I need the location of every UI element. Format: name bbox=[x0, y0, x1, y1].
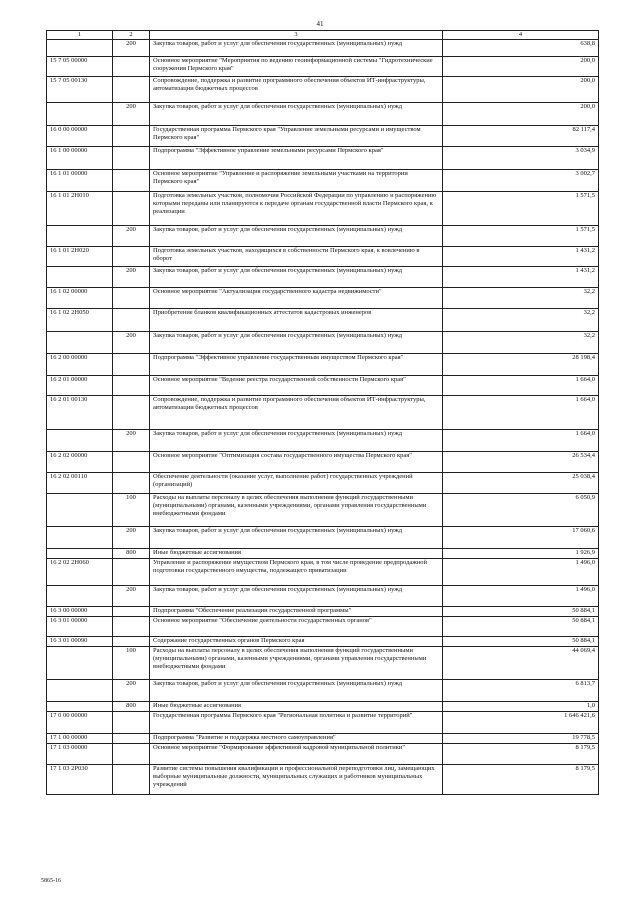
row-description: Обеспечение деятельности (оказание услуг, выполнение работ) государственных учреждений (организаций) bbox=[150, 473, 443, 494]
table-row bbox=[47, 40, 599, 57]
row-amount: 1,0 bbox=[443, 702, 599, 712]
column-number-4: 4 bbox=[443, 31, 599, 40]
row-description: Основное мероприятие "Актуализация государственного кадастра недвижимости" bbox=[150, 288, 443, 309]
row-amount: 1 571,5 bbox=[443, 192, 599, 226]
row-description: Подпрограмма "Развитие и поддержка местного самоуправления" bbox=[150, 734, 443, 744]
row-description: Расходы на выплаты персоналу в целях обеспечения выполнения функций государственными (муниципальными) органами, казенными учреждениями, органами управления государственными внебюджетными фондами bbox=[150, 647, 443, 680]
row-amount: 1 664,0 bbox=[443, 376, 599, 396]
table-row bbox=[47, 147, 599, 170]
table-row bbox=[47, 494, 599, 527]
row-code: 17 1 00 00000 bbox=[47, 734, 113, 744]
row-amount: 19 778,5 bbox=[443, 734, 599, 744]
table-row bbox=[47, 267, 599, 288]
table-row bbox=[47, 617, 599, 637]
row-code: 15 7 05 00000 bbox=[47, 57, 113, 77]
row-expense-type bbox=[113, 309, 150, 332]
table-row bbox=[47, 396, 599, 430]
row-expense-type: 200 bbox=[113, 680, 150, 702]
row-expense-type: 200 bbox=[113, 40, 150, 57]
row-expense-type bbox=[113, 192, 150, 226]
page-number: 41 bbox=[316, 20, 324, 28]
table-row bbox=[47, 473, 599, 494]
row-expense-type bbox=[113, 376, 150, 396]
table-row bbox=[47, 559, 599, 586]
row-expense-type: 200 bbox=[113, 430, 150, 452]
row-amount: 25 038,4 bbox=[443, 473, 599, 494]
row-expense-type: 800 bbox=[113, 549, 150, 559]
row-expense-type bbox=[113, 288, 150, 309]
row-description: Подготовка земельных участков, полномочия Российской Федерации по управлению и распоряжению которыми переданы или планируются к передаче органам государственной власти Пермского края, к реализации bbox=[150, 192, 443, 226]
row-expense-type bbox=[113, 559, 150, 586]
row-code: 16 3 01 00000 bbox=[47, 617, 113, 637]
row-description: Основное мероприятие "Мероприятия по ведению геоинформационной системы "Гидротехнические сооружения Пермского края" bbox=[150, 57, 443, 77]
table-row bbox=[47, 332, 599, 354]
row-code: 16 2 00 00000 bbox=[47, 354, 113, 376]
row-code: 15 7 05 00130 bbox=[47, 77, 113, 103]
row-description: Приобретение бланков квалификационных аттестатов кадастровых инженеров bbox=[150, 309, 443, 332]
row-description: Закупка товаров, работ и услуг для обеспечения государственных (муниципальных) нужд bbox=[150, 680, 443, 702]
row-description: Закупка товаров, работ и услуг для обеспечения государственных (муниципальных) нужд bbox=[150, 527, 443, 549]
table-row bbox=[47, 452, 599, 473]
table-row bbox=[47, 527, 599, 549]
row-description: Закупка товаров, работ и услуг для обеспечения государственных (муниципальных) нужд bbox=[150, 267, 443, 288]
row-description: Закупка товаров, работ и услуг для обеспечения государственных (муниципальных) нужд bbox=[150, 332, 443, 354]
table-body bbox=[47, 40, 599, 795]
row-code: 16 3 01 00090 bbox=[47, 637, 113, 647]
table-row bbox=[47, 376, 599, 396]
row-amount: 28 198,4 bbox=[443, 354, 599, 376]
row-code bbox=[47, 647, 113, 680]
row-amount: 44 069,4 bbox=[443, 647, 599, 680]
table-row bbox=[47, 712, 599, 734]
row-code: 16 1 02 00000 bbox=[47, 288, 113, 309]
table-row bbox=[47, 744, 599, 765]
row-expense-type bbox=[113, 126, 150, 147]
row-expense-type bbox=[113, 57, 150, 77]
row-code bbox=[47, 267, 113, 288]
row-description: Развитие системы повышения квалификации и профессиональной переподготовки лиц, замещающих выборные муниципальные должности, муниципальных служащих и работников муниципальных учреждений bbox=[150, 765, 443, 795]
row-amount: 1 926,9 bbox=[443, 549, 599, 559]
row-description: Государственная программа Пермского края "Управление земельными ресурсами и имуществом Пермского края" bbox=[150, 126, 443, 147]
row-description: Закупка товаров, работ и услуг для обеспечения государственных (муниципальных) нужд bbox=[150, 226, 443, 247]
row-code: 16 0 00 00000 bbox=[47, 126, 113, 147]
row-description: Закупка товаров, работ и услуг для обеспечения государственных (муниципальных) нужд bbox=[150, 40, 443, 57]
row-code: 16 2 02 2Н060 bbox=[47, 559, 113, 586]
table-row bbox=[47, 637, 599, 647]
table-row bbox=[47, 126, 599, 147]
row-code: 17 0 00 00000 bbox=[47, 712, 113, 734]
row-amount: 8 179,5 bbox=[443, 765, 599, 795]
row-description: Содержание государственных органов Пермского края bbox=[150, 637, 443, 647]
row-code: 16 2 02 00110 bbox=[47, 473, 113, 494]
row-expense-type: 800 bbox=[113, 702, 150, 712]
table-row bbox=[47, 170, 599, 192]
row-expense-type bbox=[113, 247, 150, 267]
row-amount: 17 060,6 bbox=[443, 527, 599, 549]
budget-table bbox=[46, 30, 599, 795]
row-expense-type: 200 bbox=[113, 103, 150, 126]
row-amount: 1 496,0 bbox=[443, 586, 599, 607]
table-row bbox=[47, 103, 599, 126]
row-code bbox=[47, 332, 113, 354]
table-row bbox=[47, 765, 599, 795]
row-code bbox=[47, 226, 113, 247]
row-amount: 50 884,1 bbox=[443, 617, 599, 637]
table-row bbox=[47, 226, 599, 247]
row-expense-type bbox=[113, 607, 150, 617]
row-amount: 1 431,2 bbox=[443, 247, 599, 267]
row-description: Основное мероприятие "Обеспечение деятельности государственных органов" bbox=[150, 617, 443, 637]
row-amount: 82 117,4 bbox=[443, 126, 599, 147]
row-description: Закупка товаров, работ и услуг для обеспечения государственных (муниципальных) нужд bbox=[150, 103, 443, 126]
row-amount: 50 884,1 bbox=[443, 607, 599, 617]
column-number-3: 3 bbox=[150, 31, 443, 40]
table-row bbox=[47, 430, 599, 452]
row-description: Государственная программа Пермского края "Региональная политика и развитие территорий" bbox=[150, 712, 443, 734]
table-row bbox=[47, 309, 599, 332]
row-expense-type bbox=[113, 712, 150, 734]
row-code: 17 1 03 2Р030 bbox=[47, 765, 113, 795]
row-code: 16 3 00 00000 bbox=[47, 607, 113, 617]
row-code bbox=[47, 702, 113, 712]
row-amount: 32,2 bbox=[443, 332, 599, 354]
row-code: 16 2 02 00000 bbox=[47, 452, 113, 473]
row-code bbox=[47, 680, 113, 702]
row-code: 16 1 01 00000 bbox=[47, 170, 113, 192]
row-code: 17 1 03 00000 bbox=[47, 744, 113, 765]
row-amount: 32,2 bbox=[443, 309, 599, 332]
row-code bbox=[47, 549, 113, 559]
row-expense-type bbox=[113, 170, 150, 192]
footer-document-code: 5865-16 bbox=[41, 878, 61, 884]
table-row bbox=[47, 247, 599, 267]
table-row bbox=[47, 57, 599, 77]
row-description: Закупка товаров, работ и услуг для обеспечения государственных (муниципальных) нужд bbox=[150, 586, 443, 607]
row-code: 16 1 02 2Н050 bbox=[47, 309, 113, 332]
row-description: Основное мероприятие "Оптимизация состава государственного имущества Пермского края" bbox=[150, 452, 443, 473]
table-row bbox=[47, 192, 599, 226]
row-expense-type bbox=[113, 147, 150, 170]
row-amount: 200,0 bbox=[443, 103, 599, 126]
table-row bbox=[47, 586, 599, 607]
row-expense-type bbox=[113, 734, 150, 744]
row-expense-type bbox=[113, 77, 150, 103]
table-row bbox=[47, 77, 599, 103]
row-description: Закупка товаров, работ и услуг для обеспечения государственных (муниципальных) нужд bbox=[150, 430, 443, 452]
row-amount: 200,0 bbox=[443, 77, 599, 103]
row-amount: 638,8 bbox=[443, 40, 599, 57]
row-expense-type: 100 bbox=[113, 494, 150, 527]
row-amount: 32,2 bbox=[443, 288, 599, 309]
row-expense-type: 200 bbox=[113, 226, 150, 247]
row-code bbox=[47, 430, 113, 452]
row-expense-type: 100 bbox=[113, 647, 150, 680]
column-number-2: 2 bbox=[113, 31, 150, 40]
table-row bbox=[47, 288, 599, 309]
row-description: Подпрограмма "Обеспечение реализации государственной программы" bbox=[150, 607, 443, 617]
row-code bbox=[47, 103, 113, 126]
row-code bbox=[47, 494, 113, 527]
row-description: Подпрограмма "Эффективное управление земельными ресурсами Пермского края" bbox=[150, 147, 443, 170]
row-amount: 3 002,7 bbox=[443, 170, 599, 192]
row-description: Сопровождение, поддержка и развитие программного обеспечения объектов ИТ-инфраструктуры, автоматизации бюджетных процессов bbox=[150, 77, 443, 103]
row-amount: 8 179,5 bbox=[443, 744, 599, 765]
row-amount: 6 813,7 bbox=[443, 680, 599, 702]
row-amount: 200,0 bbox=[443, 57, 599, 77]
row-amount: 50 884,1 bbox=[443, 637, 599, 647]
row-expense-type bbox=[113, 744, 150, 765]
row-expense-type bbox=[113, 452, 150, 473]
row-description: Основное мероприятие "Ведение реестра государственной собственности Пермского края" bbox=[150, 376, 443, 396]
row-amount: 1 496,0 bbox=[443, 559, 599, 586]
row-code bbox=[47, 40, 113, 57]
column-number-row bbox=[47, 31, 599, 40]
row-description: Основное мероприятие "Формирование эффективной кадровой муниципальной политики" bbox=[150, 744, 443, 765]
table-row bbox=[47, 549, 599, 559]
row-code bbox=[47, 527, 113, 549]
row-code: 16 2 01 00000 bbox=[47, 376, 113, 396]
row-amount: 1 664,0 bbox=[443, 396, 599, 430]
row-description: Иные бюджетные ассигнования bbox=[150, 702, 443, 712]
table-row bbox=[47, 354, 599, 376]
row-amount: 6 050,9 bbox=[443, 494, 599, 527]
row-code bbox=[47, 586, 113, 607]
table-row bbox=[47, 734, 599, 744]
table-row bbox=[47, 647, 599, 680]
table-row bbox=[47, 702, 599, 712]
table-row bbox=[47, 607, 599, 617]
row-code: 16 1 00 00000 bbox=[47, 147, 113, 170]
row-expense-type bbox=[113, 765, 150, 795]
row-expense-type bbox=[113, 396, 150, 430]
row-amount: 1 571,5 bbox=[443, 226, 599, 247]
row-description: Подготовка земельных участков, находящихся в собственности Пермского края, к вовлечению в оборот bbox=[150, 247, 443, 267]
row-description: Основное мероприятие "Управление и распоряжение земельными участками на территории Пермского края" bbox=[150, 170, 443, 192]
row-description: Сопровождение, поддержка и развитие программного обеспечения объектов ИТ-инфраструктуры, автоматизации бюджетных процессов bbox=[150, 396, 443, 430]
row-expense-type: 200 bbox=[113, 527, 150, 549]
row-expense-type bbox=[113, 637, 150, 647]
row-expense-type: 200 bbox=[113, 332, 150, 354]
row-code: 16 1 01 2Н020 bbox=[47, 247, 113, 267]
row-expense-type bbox=[113, 354, 150, 376]
row-expense-type: 200 bbox=[113, 267, 150, 288]
row-amount: 1 664,0 bbox=[443, 430, 599, 452]
row-description: Управление и распоряжение имуществом Пермского края, в том числе проведение предпродажной подготовки государственного имущества, подлежащего приватизации bbox=[150, 559, 443, 586]
row-expense-type: 200 bbox=[113, 586, 150, 607]
row-expense-type bbox=[113, 473, 150, 494]
table-row bbox=[47, 680, 599, 702]
row-amount: 1 646 421,6 bbox=[443, 712, 599, 734]
row-expense-type bbox=[113, 617, 150, 637]
row-amount: 26 534,4 bbox=[443, 452, 599, 473]
row-amount: 1 431,2 bbox=[443, 267, 599, 288]
row-description: Подпрограмма "Эффективное управление государственным имуществом Пермского края" bbox=[150, 354, 443, 376]
row-code: 16 2 01 00130 bbox=[47, 396, 113, 430]
row-description: Иные бюджетные ассигнования bbox=[150, 549, 443, 559]
row-amount: 3 034,9 bbox=[443, 147, 599, 170]
column-number-1: 1 bbox=[47, 31, 113, 40]
row-description: Расходы на выплаты персоналу в целях обеспечения выполнения функций государственными (муниципальными) органами, казенными учреждениями, органами управления государственными внебюджетными фондами bbox=[150, 494, 443, 527]
row-code: 16 1 01 2Н010 bbox=[47, 192, 113, 226]
